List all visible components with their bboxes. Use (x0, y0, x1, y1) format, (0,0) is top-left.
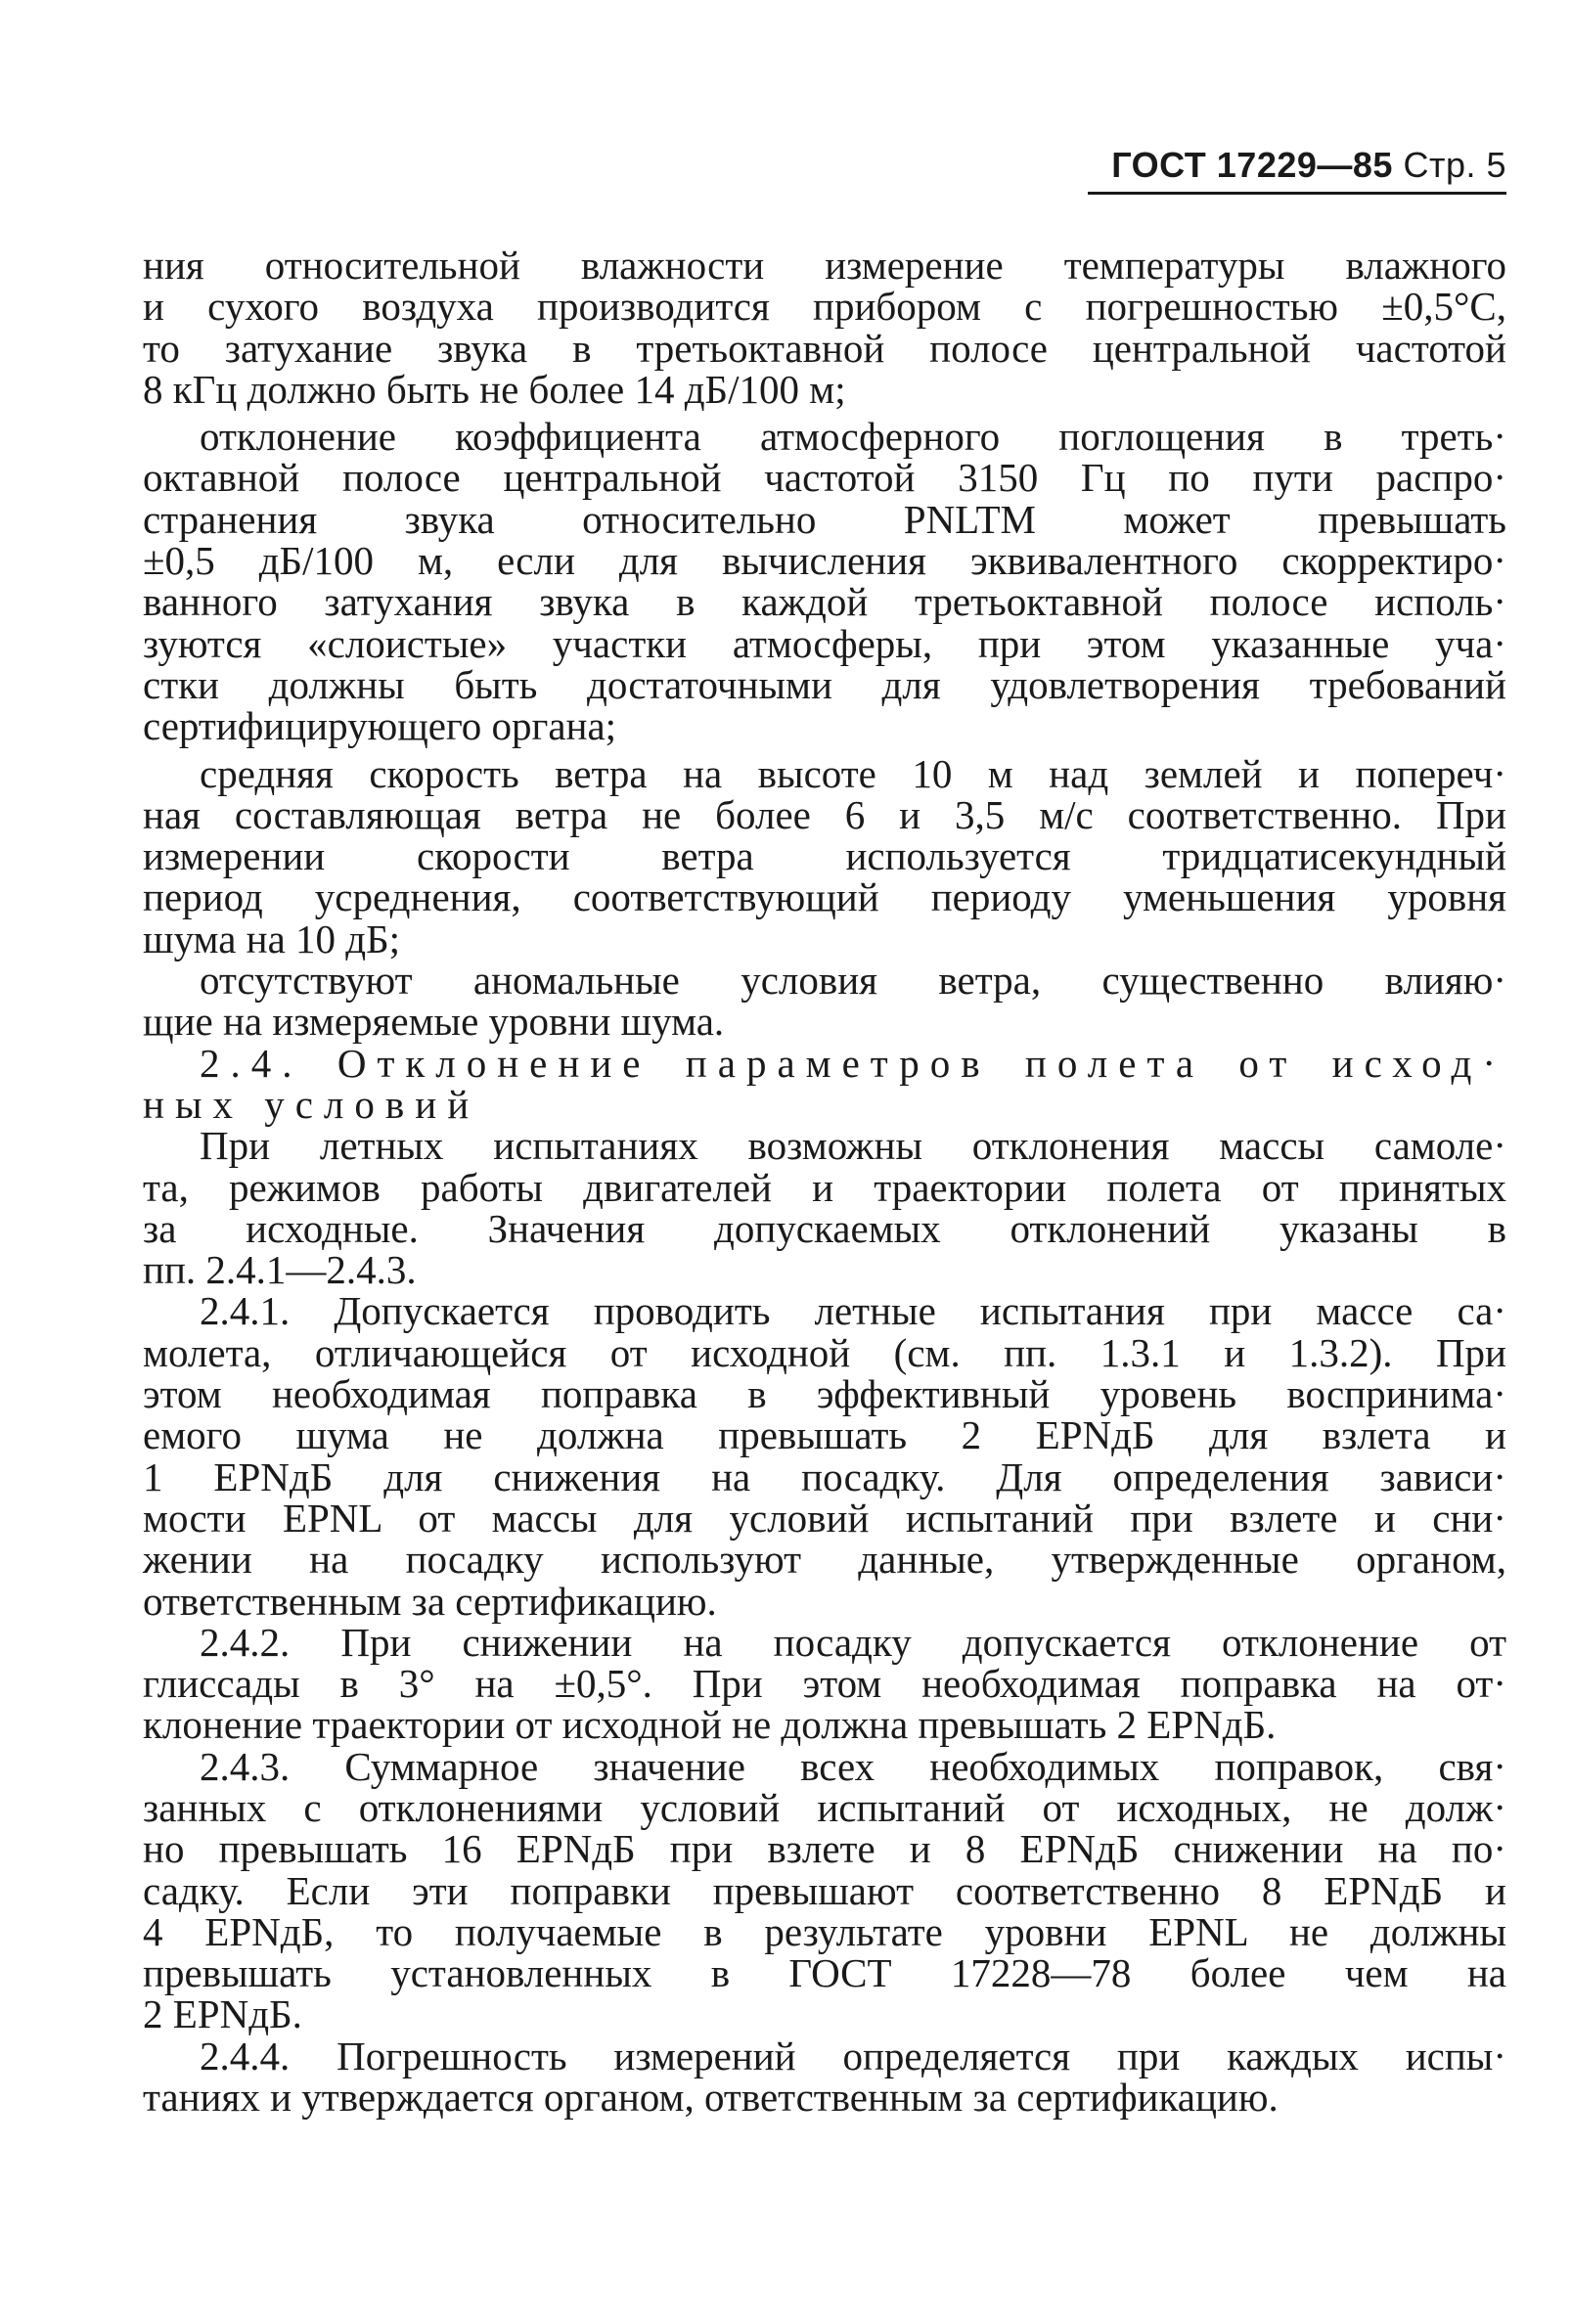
page-header (1076, 145, 1506, 186)
text-line: за исходные. Значения допускаемых отклонений указаны в (143, 1205, 1506, 1251)
text-line: ванного затухания звука в каждой третьоктавной полосе исполь· (143, 579, 1506, 625)
text-line: средняя скорость ветра на высоте 10 м над землей и попереч· (200, 750, 1506, 796)
text-line: отсутствуют аномальные условия ветра, существенно влияю· (200, 958, 1506, 1004)
text-line: то затухание звука в третьоктавной полосе центральной частотой (143, 325, 1506, 371)
text-line: клонение траектории от исходной не должна превышать 2 EPNдБ. (143, 1702, 1277, 1748)
text-line: жении на посадку используют данные, утвержденные органом, (143, 1537, 1506, 1583)
text-line: ±0,5 дБ/100 м, если для вычисления эквивалентного скорректиро· (143, 538, 1506, 584)
text-line: отклонение коэффициента атмосферного поглощения в треть· (200, 414, 1506, 460)
text-line: 2.4.3. Суммарное значение всех необходимых поправок, свя· (200, 1743, 1506, 1789)
text-line: но превышать 16 EPNдБ при взлете и 8 EPNдБ снижении на по· (143, 1826, 1506, 1872)
text-line: пп. 2.4.1—2.4.3. (143, 1247, 417, 1293)
text-line: таниях и утверждается органом, ответственным за сертификацию. (143, 2075, 1279, 2121)
text-line: мости EPNL от массы для условий испытаний при взлете и сни· (143, 1495, 1506, 1541)
section-heading: ных условий (143, 1081, 480, 1127)
text-line: стки должны быть достаточными для удовлетворения требований (143, 661, 1506, 707)
text-line: молета, отличающейся от исходной (см. пп. 1.3.1 и 1.3.2). При (143, 1329, 1506, 1375)
section-heading: 2.4. Отклонение параметров полета от исход· (200, 1040, 1506, 1086)
text-line: та, режимов работы двигателей и траектории полета от принятых (143, 1164, 1506, 1210)
text-line: измерении скорости ветра используется тридцатисекундный (143, 833, 1506, 879)
header-rule (1088, 192, 1506, 195)
text-line: занных с отклонениями условий испытаний от исходных, не долж· (143, 1784, 1506, 1830)
text-line: глиссады в 3° на ±0,5°. При этом необходимая поправка на от· (143, 1661, 1506, 1707)
text-line: сертифицирующего органа; (143, 703, 617, 749)
text-line: октавной полосе центральной частотой 3150 Гц по пути распро· (143, 455, 1506, 501)
text-line: 8 кГц должно быть не более 14 дБ/100 м; (143, 366, 846, 412)
page-number: Стр. 5 (1403, 145, 1506, 185)
text-line: 2.4.1. Допускается проводить летные испытания при массе са· (200, 1288, 1506, 1334)
text-line: 2.4.4. Погрешность измерений определяется при каждых испы· (200, 2033, 1506, 2078)
text-line: зуются «слоистые» участки атмосферы, при этом указанные уча· (143, 620, 1506, 666)
text-line: ная составляющая ветра не более 6 и 3,5 м/с соответственно. При (143, 791, 1506, 837)
standard-number: ГОСТ 17229—85 (1111, 145, 1393, 185)
text-line: ния относительной влажности измерение температуры влажного (143, 243, 1506, 288)
text-line: емого шума не должна превышать 2 EPNдБ для взлета и (143, 1412, 1506, 1458)
text-line: 2 EPNдБ. (143, 1991, 302, 2037)
text-line: и сухого воздуха производится прибором с погрешностью ±0,5°С, (143, 284, 1506, 330)
text-line: странения звука относительно PNLTM может превышать (143, 496, 1506, 542)
text-line: садку. Если эти поправки превышают соответственно 8 EPNдБ и (143, 1867, 1506, 1913)
text-line: щие на измеряемые уровни шума. (143, 999, 725, 1045)
document-body (143, 243, 1506, 2121)
text-line: ответственным за сертификацию. (143, 1578, 717, 1624)
text-line: 1 EPNдБ для снижения на посадку. Для определения зависи· (143, 1453, 1506, 1499)
text-line: При летных испытаниях возможны отклонения массы самоле· (200, 1123, 1506, 1169)
text-line: превышать установленных в ГОСТ 17228—78 более чем на (143, 1950, 1506, 1996)
text-line: 4 EPNдБ, то получаемые в результате уровни EPNL не должны (143, 1908, 1506, 1954)
text-line: период усреднения, соответствующий периоду уменьшения уровня (143, 874, 1506, 920)
text-line: шума на 10 дБ; (143, 916, 401, 961)
text-line: 2.4.2. При снижении на посадку допускается отклонение от (200, 1619, 1506, 1665)
text-line: этом необходимая поправка в эффективный уровень воспринима· (143, 1371, 1506, 1417)
